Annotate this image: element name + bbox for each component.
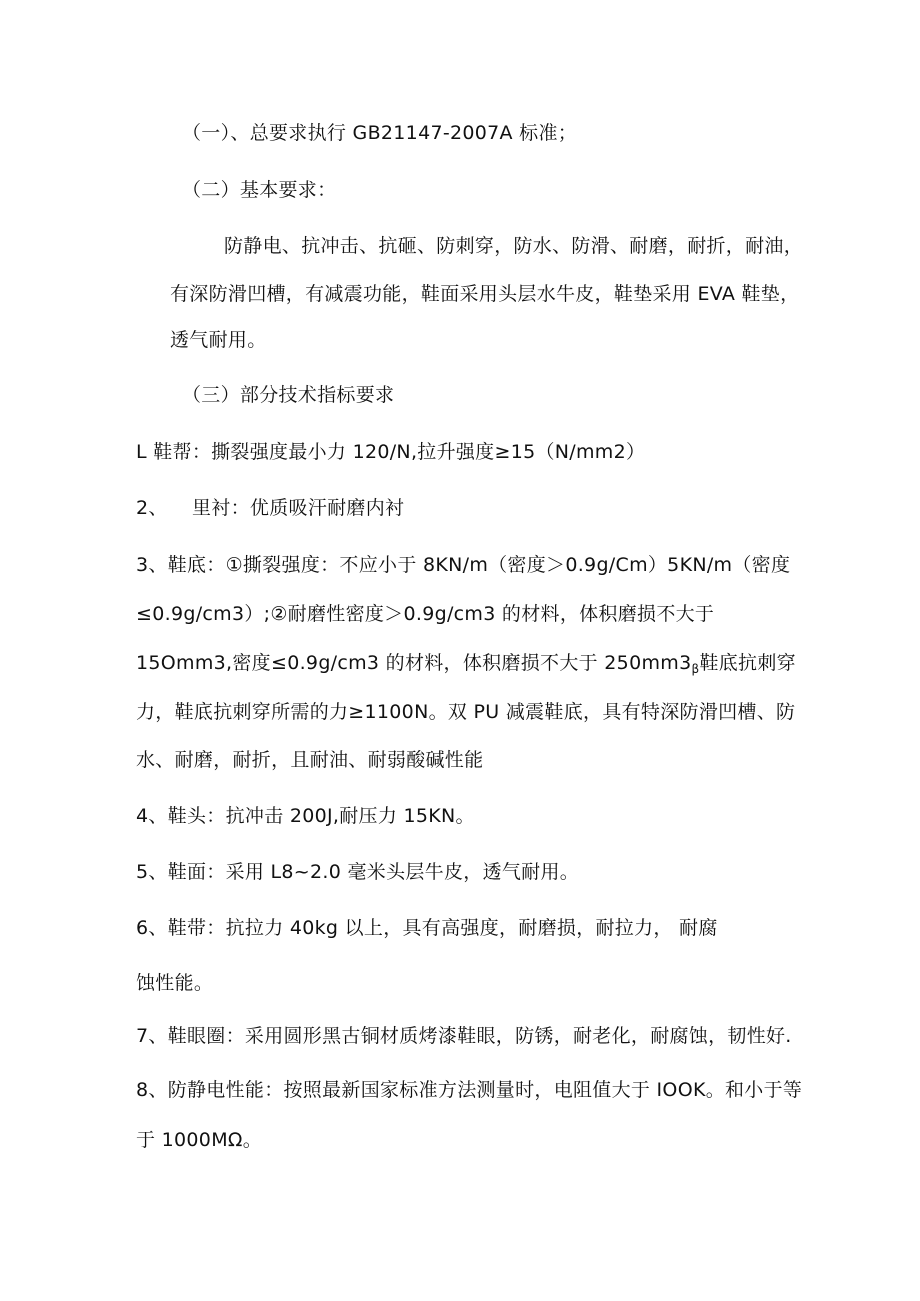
item-lining-number: 2、 [136,497,168,519]
basic-requirements-line-2: 有深防滑凹槽，有减震功能，鞋面采用头层水牛皮，鞋垫采用 EVA 鞋垫， [170,283,800,305]
item-sole-line-3 [136,651,796,681]
section-basic-requirements-heading: （二）基本要求： [182,179,337,201]
item-sole-line-3-text-b: 鞋底抗刺穿 [699,652,796,674]
item-lining: 里衬：优质吸汗耐磨内衬 [192,497,405,519]
section-technical-indicators-heading: （三）部分技术指标要求 [182,384,395,406]
item-sole-line-5: 水、耐磨，耐折，且耐油、耐弱酸碱性能 [136,749,484,771]
section-general-requirement: （一）、总要求执行 GB21147-2007A 标准； [182,122,578,144]
basic-requirements-line-1: 防静电、抗冲击、抗砸、防刺穿，防水、防滑、耐磨，耐折，耐油， [224,235,804,257]
item-sole-line-1: 3、鞋底：①撕裂强度：不应小于 8KN/m（密度＞0.9g/Cm）5KN/m（密度 [136,554,791,576]
item-laces-line-2: 蚀性能。 [136,972,214,994]
basic-requirements-line-3: 透气耐用。 [170,329,267,351]
item-sole-line-4: 力，鞋底抗刺穿所需的力≥1100N。双 PU 减震鞋底，具有特深防滑凹槽、防 [136,701,796,723]
item-antistatic-line-2: 于 1000MΩ。 [136,1129,263,1151]
item-upper: L 鞋帮：撕裂强度最小力 120/N,拉升强度≥15（N/mm2） [136,441,646,463]
item-vamp: 5、鞋面：采用 L8~2.0 毫米头层牛皮，透气耐用。 [136,861,580,883]
item-toe-cap: 4、鞋头：抗冲击 200J,耐压力 15KN。 [136,805,475,827]
item-antistatic-line-1: 8、防静电性能：按照最新国家标准方法测量时，电阻值大于 IOOK。和小于等 [136,1079,803,1101]
item-sole-line-3-subscript: β [691,662,700,676]
item-sole-line-2: ≤0.9g/cm3）;②耐磨性密度＞0.9g/cm3 的材料，体积磨损不大于 [136,603,715,625]
item-eyelets: 7、鞋眼圈：采用圆形黑古铜材质烤漆鞋眼，防锈，耐老化，耐腐蚀，韧性好. [136,1025,792,1047]
item-sole-line-3-text-a: 15Omm3,密度≤0.9g/cm3 的材料，体积磨损不大于 250mm3 [136,652,692,674]
item-laces-line-1: 6、鞋带：抗拉力 40kg 以上，具有高强度，耐磨损，耐拉力， 耐腐 [136,917,718,939]
